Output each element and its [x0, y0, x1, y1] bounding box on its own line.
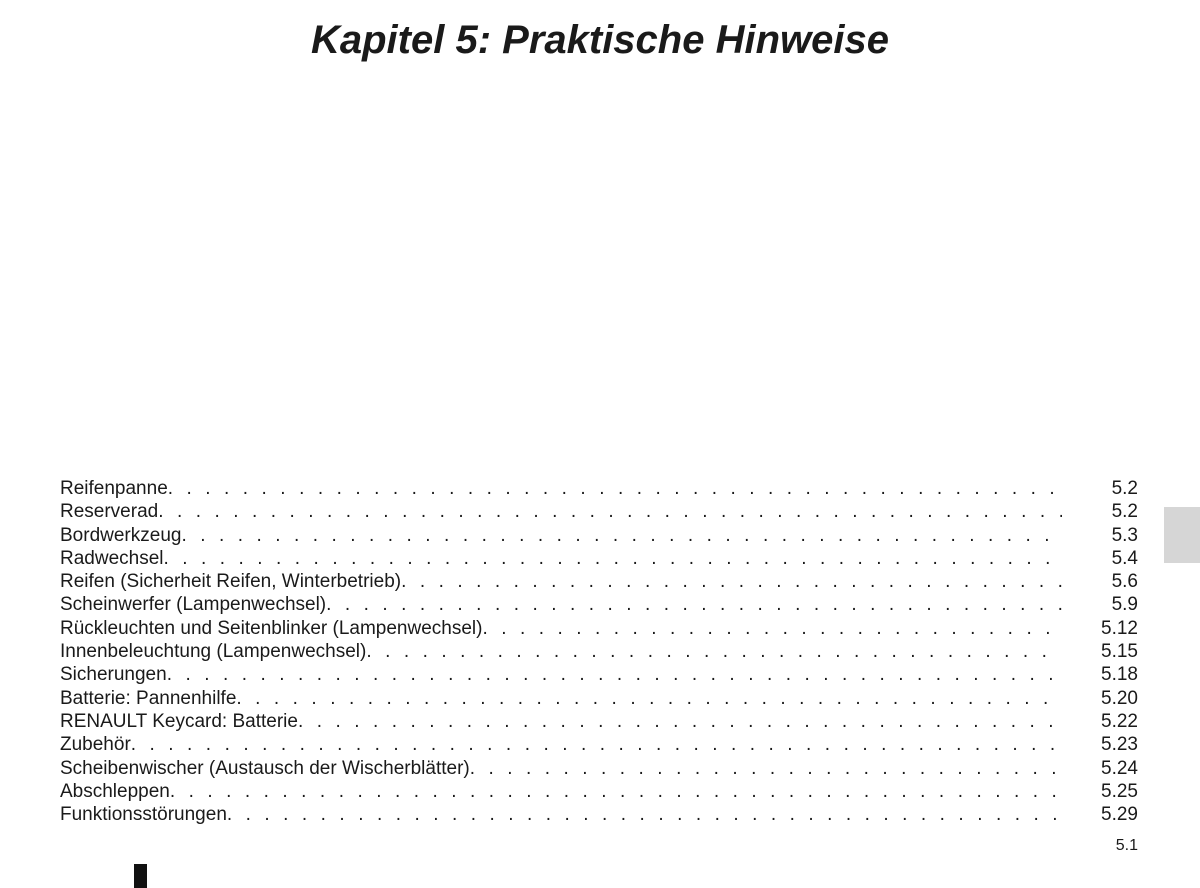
toc-entry[interactable] — [60, 500, 1138, 523]
toc-leader-dots — [366, 640, 1062, 663]
chapter-side-tab — [1164, 507, 1200, 563]
toc-entry-page: 5.3 — [1111, 524, 1138, 546]
toc-entry-label: Reserverad — [60, 501, 159, 523]
toc-leader-dots — [158, 500, 1062, 523]
toc-leader-dots — [131, 733, 1062, 756]
toc-entry[interactable] — [60, 687, 1138, 710]
toc-entry-label: RENAULT Keycard: Batterie — [60, 710, 298, 732]
toc-entry-label: Radwechsel — [60, 547, 164, 569]
toc-entry-label: Rückleuchten und Seitenblinker (Lampenwechsel) — [60, 617, 483, 639]
toc-entry-page: 5.6 — [1111, 571, 1138, 593]
toc-leader-dots — [164, 547, 1063, 570]
toc-entry[interactable] — [60, 477, 1138, 500]
toc-entry-label: Scheibenwischer (Austausch der Wischerblätter) — [60, 757, 470, 779]
page-number: 5.1 — [1115, 837, 1138, 854]
toc-entry-page: 5.29 — [1101, 804, 1138, 826]
toc-entry-page: 5.20 — [1101, 687, 1138, 709]
toc-leader-dots — [326, 593, 1062, 616]
toc-entry[interactable] — [60, 617, 1138, 640]
toc-entry[interactable] — [60, 663, 1138, 686]
toc-entry-page: 5.23 — [1101, 734, 1138, 756]
toc-entry-page: 5.12 — [1101, 617, 1138, 639]
toc-entry[interactable] — [60, 780, 1138, 803]
toc-leader-dots — [236, 687, 1062, 710]
toc-entry-label: Reifenpanne — [60, 478, 168, 499]
toc-entry-label: Batterie: Pannenhilfe — [60, 687, 237, 709]
toc-entry-label: Zubehör — [60, 734, 131, 756]
toc-entry[interactable] — [60, 757, 1138, 780]
toc-entry-page: 5.25 — [1101, 780, 1138, 802]
toc-leader-dots — [170, 780, 1062, 803]
toc-leader-dots — [167, 663, 1062, 686]
toc-entry-page: 5.9 — [1111, 594, 1138, 616]
toc-entry[interactable] — [60, 570, 1138, 593]
toc-leader-dots — [227, 803, 1062, 826]
toc-entry[interactable] — [60, 524, 1138, 547]
toc-entry-page: 5.2 — [1111, 478, 1138, 499]
toc-entry-page: 5.22 — [1101, 710, 1138, 732]
toc-entry-label: Reifen (Sicherheit Reifen, Winterbetrieb) — [60, 571, 402, 593]
toc-entry[interactable] — [60, 710, 1138, 733]
edge-marker-bar — [134, 864, 147, 888]
toc-entry-label: Sicherungen — [60, 664, 167, 686]
chapter-title: Kapitel 5: Praktische Hinweise — [310, 18, 889, 62]
toc-entry[interactable] — [60, 733, 1138, 756]
toc-entry-page: 5.4 — [1111, 547, 1138, 569]
table-of-contents — [60, 477, 1138, 826]
toc-leader-dots — [470, 757, 1062, 780]
toc-entry-page: 5.15 — [1101, 641, 1138, 663]
toc-entry[interactable] — [60, 593, 1138, 616]
toc-leader-dots — [298, 710, 1062, 733]
toc-leader-dots — [181, 524, 1062, 547]
toc-leader-dots — [168, 477, 1062, 500]
toc-leader-dots — [401, 570, 1062, 593]
toc-entry-label: Innenbeleuchtung (Lampenwechsel) — [60, 641, 367, 663]
toc-entry-label: Scheinwerfer (Lampenwechsel) — [60, 594, 327, 616]
toc-entry[interactable] — [60, 547, 1138, 570]
toc-entry-label: Abschleppen — [60, 780, 170, 802]
toc-entry[interactable] — [60, 640, 1138, 663]
toc-leader-dots — [482, 617, 1062, 640]
toc-entry-page: 5.18 — [1101, 664, 1138, 686]
toc-entry-page: 5.2 — [1111, 501, 1138, 523]
toc-entry-page: 5.24 — [1101, 757, 1138, 779]
toc-entry[interactable] — [60, 803, 1138, 826]
toc-entry-label: Bordwerkzeug — [60, 524, 182, 546]
toc-entry-label: Funktionsstörungen — [60, 804, 227, 826]
